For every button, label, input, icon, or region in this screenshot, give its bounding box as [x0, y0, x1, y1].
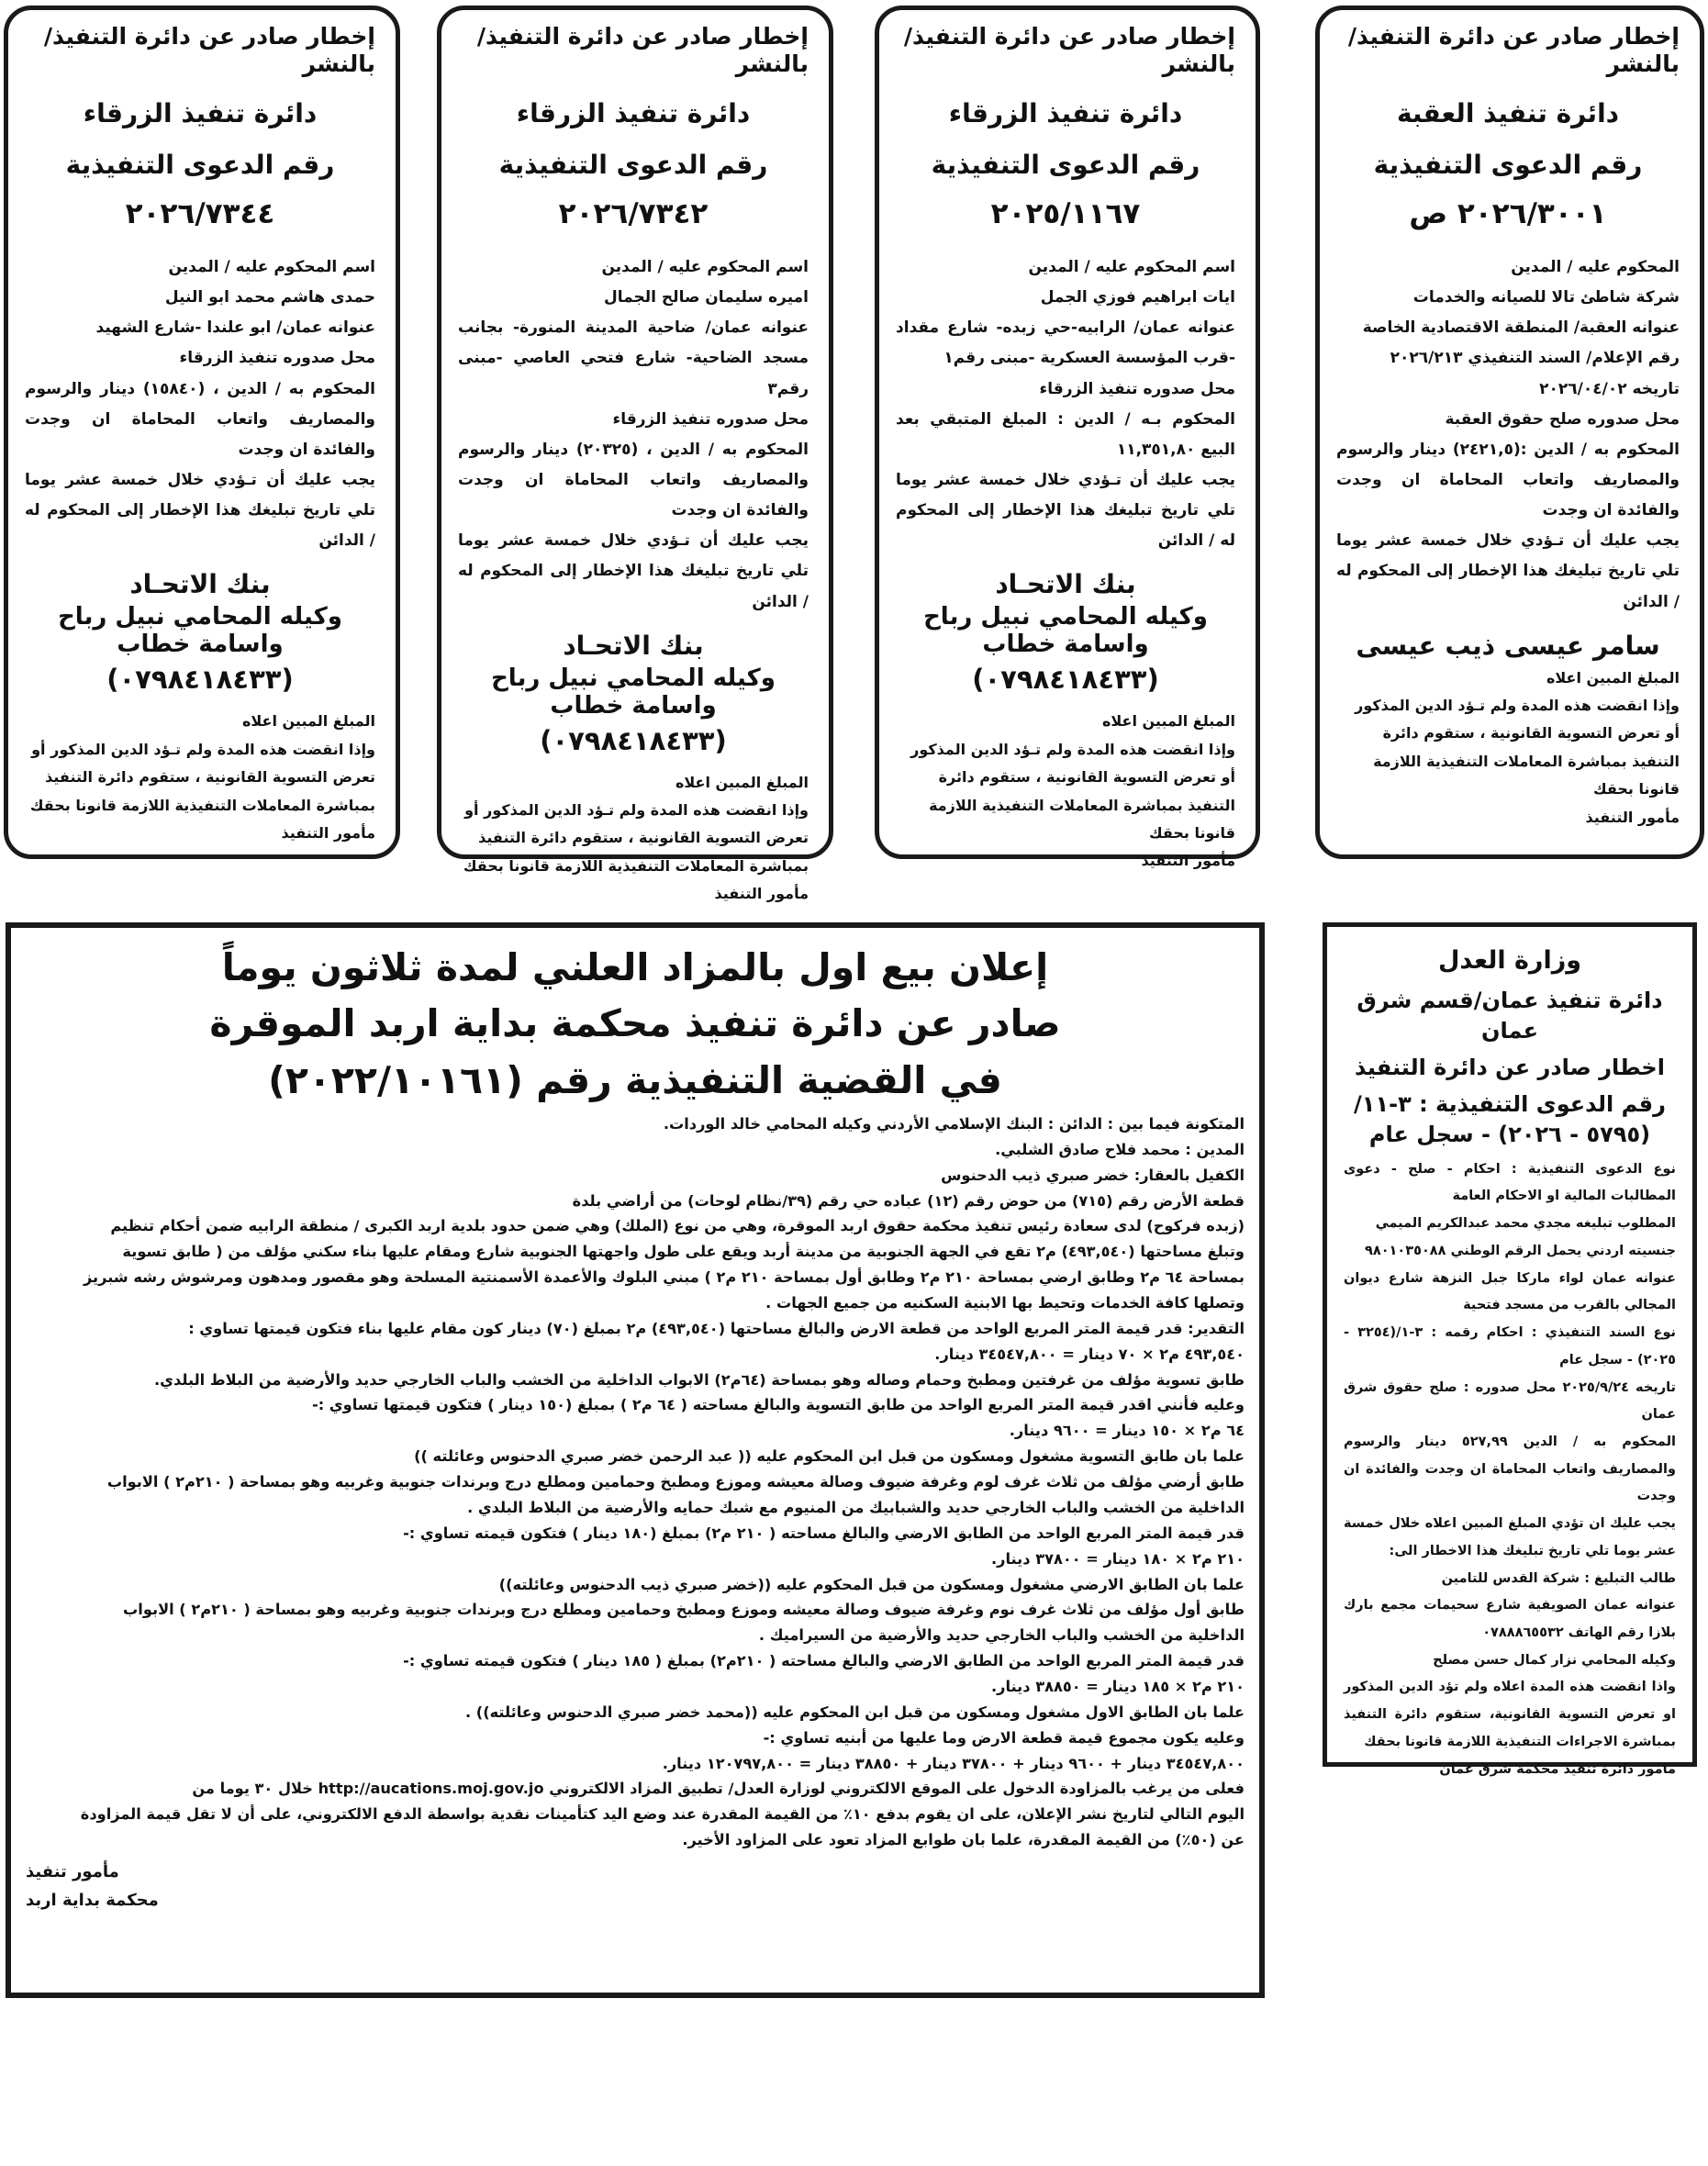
auction-line: المتكونة فيما بين : الدائن : البنك الإسلامي الأردني وكيله المحامي خالد الوردات. — [663, 1115, 1245, 1133]
notice-footer: وإذا انقضت هذه المدة ولم تـؤد الدين المذكور أو تعرض التسوية القانونية ، ستقوم دائرة التنفيذ بمباشرة المعاملات التنفيذية اللازمة قانونا بحقك — [910, 740, 1235, 842]
justice-department: دائرة تنفيذ عمان/قسم شرق عمان — [1356, 987, 1663, 1044]
notice-footer: مأمور التنفيذ — [1141, 852, 1235, 870]
notice-header: إخطار صادر عن دائرة التنفيذ/ بالنشر — [903, 23, 1235, 77]
notice-footer: المبلغ المبين اعلاه — [1546, 668, 1680, 687]
auction-line: وعليه فأنني اقدر قيمة المتر المربع الواحد من طابق التسوية والبالغ مساحته ( ٦٤ م٢ ) بمبلغ (١٥٠ دينار ) فتكون قيمتها تساوي :- — [311, 1396, 1245, 1414]
notice-header: إخطار صادر عن دائرة التنفيذ/ بالنشر — [1347, 23, 1680, 77]
justice-line: وكيله المحامي نزار كمال حسن مصلح — [1433, 1652, 1676, 1668]
auction-line: وتبلغ مساحتها (٤٩٣,٥٤٠) م٢ تقع في الجهة الجنوبية من مدينة أربد ويقع على طول واجهتها الجنوبية شارع ومقام عليها بناء سكني مؤلف من ( طابق تسوية — [122, 1243, 1245, 1261]
justice-notice — [1323, 922, 1697, 1777]
auction-line: التقدير: قدر قيمة المتر المربع الواحد من قطعة الارض والبالغ مساحتها (٤٩٣,٥٤٠) م٢ بمبلغ (٧٠) دينار كون مقام عليها بناء فتكون قيمتها تساوي : — [188, 1319, 1245, 1337]
notice-line: اميره سليمان صالح الجمال — [604, 288, 809, 307]
notice-case-number: ٢٠٢٦/٧٣٤٢ — [558, 197, 709, 230]
notice-case-label: رقم الدعوى التنفيذية — [931, 150, 1200, 180]
notice-phone: (٠٧٩٨٤١٨٤٣٣) — [972, 664, 1159, 696]
justice-line: عنوانه عمان الصويفية شارع سحيمات مجمع بارك بلازا رقم الهاتف ٠٧٨٨٨٦٥٥٣٢ — [1344, 1598, 1676, 1640]
notice-line: عنوانه عمان/ ابو علندا -شارع الشهيد — [95, 318, 375, 338]
notice-aqaba — [1315, 6, 1704, 859]
notice-creditor: سامر عيسى ذيب عيسى — [1356, 630, 1660, 661]
auction-line: الداخلية من الخشب والباب الخارجي حديد والأرضية من السيراميك . — [758, 1626, 1245, 1645]
notice-case-label: رقم الدعوى التنفيذية — [498, 150, 768, 180]
notice-line: المحكوم به / الدين ، (١٥٨٤٠) دينار والرسوم والمصاريف واتعاب المحاماة ان وجدت والفائدة ان وجدت — [25, 379, 375, 459]
auction-line: فعلى من يرغب بالمزاودة الدخول على الموقع الالكتروني لوزارة العدل/ تطبيق المزاد الالكتروني http://aucations.moj.gov.jo خلال ٣٠ يوما من — [192, 1780, 1245, 1798]
notice-case-number: ٢٠٢٥/١١٦٧ — [990, 197, 1141, 230]
auction-line: ٤٩٣,٥٤٠ م٢ × ٧٠ دينار = ٣٤٥٤٧,٨٠٠ دينار. — [934, 1345, 1245, 1363]
notice-line: شركة شاطئ تالا للصيانه والخدمات — [1412, 288, 1680, 307]
auction-heading: صادر عن دائرة تنفيذ محكمة بداية اربد الموقرة — [209, 1001, 1061, 1046]
justice-line: طالب التبليغ : شركة القدس للتامين — [1441, 1570, 1676, 1586]
notice-line: محل صدوره تنفيذ الزرقاء — [612, 409, 809, 429]
auction-line: ٦٤ م٢ × ١٥٠ دينار = ٩٦٠٠ دينار. — [1009, 1422, 1245, 1440]
notice-zarqa-1167 — [875, 6, 1260, 870]
notice-footer: المبلغ المبين اعلاه — [241, 712, 375, 731]
justice-notice-title: اخطار صادر عن دائرة التنفيذ — [1355, 1054, 1665, 1080]
auction-line: علما بان طابق التسوية مشغول ومسكون من قبل ابن المحكوم عليه (( عبد الرحمن خضر صبري الدحنوس وعائلته )) — [414, 1447, 1245, 1466]
notice-department: دائرة تنفيذ العقبة — [1396, 98, 1620, 128]
notice-footer: وإذا انقضت هذه المدة ولم تـؤد الدين المذكور أو تعرض التسوية القانونية ، ستقوم دائرة التنفيذ بمباشرة المعاملات التنفيذية اللازمة قانونا بحقك — [463, 801, 809, 875]
notice-creditor: بنك الاتحـاد — [563, 630, 704, 661]
auction-heading: في القضية التنفيذية رقم (٢٠٢٢/١٠١٦١) — [268, 1057, 1002, 1102]
auction-line: ٢١٠ م٢ × ١٨٥ دينار = ٣٨٨٥٠ دينار. — [991, 1677, 1245, 1695]
notice-lawyer: وكيله المحامي نبيل رباح واسامة خطاب — [58, 603, 342, 659]
justice-line: عنوانه عمان لواء ماركا جبل النزهة شارع ديوان المجالي بالقرب من مسجد فتحية — [1344, 1270, 1676, 1313]
notice-line: رقم الإعلام/ السند التنفيذي ٢٠٢٦/٢١٣ — [1390, 349, 1680, 368]
notice-line: محل صدوره صلح حقوق العقبة — [1445, 409, 1680, 429]
justice-line: واذا انقضت هذه المدة اعلاه ولم تؤد الدين المذكور او تعرض التسوية القانونية، ستقوم دائرة التنفيذ بمباشرة الاجراءات التنفيذية اللازمة قانونا بحقك — [1344, 1680, 1676, 1749]
auction-line: طابق تسوية مؤلف من غرفتين ومطبخ وحمام وصاله وهو بمساحة (٦٤م٢) الابواب الداخلية من الخشب والباب الخارجي حديد والأرضية من البلاط البلدي. — [154, 1370, 1245, 1389]
notice-creditor: بنك الاتحـاد — [995, 569, 1136, 600]
justice-line: جنسيته اردني يحمل الرقم الوطني ٩٨٠١٠٣٥٠٨٨ — [1365, 1243, 1676, 1258]
notice-department: دائرة تنفيذ الزرقاء — [516, 98, 751, 128]
auction-line: قطعة الأرض رقم (٧١٥) من حوض رقم (١٢) عباده حي رقم (٣٩/نظام لوحات) من أراضي بلدة — [572, 1191, 1245, 1210]
notice-phone: (٠٧٩٨٤١٨٤٣٣) — [106, 664, 294, 696]
auction-announcement — [6, 922, 1265, 1998]
auction-line: الكفيل بالعقار: خضر صبري ذيب الدحنوس — [941, 1166, 1245, 1184]
auction-line: ٣٤٥٤٧,٨٠٠ دينار + ٩٦٠٠ دينار + ٣٧٨٠٠ دينار + ٣٨٨٥٠ دينار = ١٢٠٧٩٧,٨٠٠ دينار. — [662, 1754, 1245, 1772]
notice-line: اسم المحكوم عليه / المدين — [168, 258, 375, 276]
notice-line: المحكوم بـه / الدين : المبلغ المتبقي بعد البيع ١١,٣٥١,٨٠ — [896, 409, 1235, 459]
auction-line: قدر قيمة المتر المربع الواحد من الطابق الارضي والبالغ مساحته ( ٢١٠م٢) بمبلغ ( ١٨٥ دينار ) فتكون قيمته تساوي :- — [403, 1652, 1245, 1670]
notice-line: المحكوم به / الدين :(٢٤٢١,٥) دينار والرسوم والمصاريف واتعاب المحاماة ان وجدت والفائدة ان وجدت — [1336, 440, 1680, 520]
notice-footer: مأمور التنفيذ — [1585, 808, 1680, 826]
notice-lawyer: وكيله المحامي نبيل رباح واسامة خطاب — [923, 603, 1208, 659]
notice-lawyer: وكيله المحامي نبيل رباح واسامة خطاب — [491, 664, 776, 720]
justice-case-number: رقم الدعوى التنفيذية : ٣-١١/ (٥٧٩٥ - ٢٠٢٦) - سجل عام — [1354, 1090, 1666, 1148]
notice-line: اسم المحكوم عليه / المدين — [601, 258, 809, 276]
notice-line: المحكوم عليه / المدين — [1511, 258, 1680, 276]
notice-line: ايات ابراهيم فوزي الجمل — [1040, 288, 1235, 307]
notice-line: تاريخه ٢٠٢٦/٠٤/٠٢ — [1539, 379, 1680, 398]
justice-line: تاريخه ٢٠٢٥/٩/٢٤ محل صدوره : صلح حقوق شرق عمان — [1344, 1379, 1676, 1423]
notice-footer: المبلغ المبين اعلاه — [1101, 712, 1235, 731]
auction-line: وتصلها كافة الخدمات وتحيط بها الابنية السكنيه من جميع الجهات . — [765, 1294, 1245, 1312]
auction-line: الداخلية من الخشب والباب الخارجي حديد والشبابيك من المنيوم مع شبك حمايه والأرضية من البلاط البلدي . — [467, 1498, 1245, 1516]
auction-line: علما بان الطابق الارضي مشغول ومسكون من قبل المحكوم عليه ((خضر صبري ذيب الدحنوس وعائلته)) — [498, 1575, 1245, 1593]
notice-footer: مأمور التنفيذ — [281, 823, 375, 842]
notice-line: محل صدوره تنفيذ الزرقاء — [179, 349, 375, 368]
auction-sign-officer: مأمور تنفيذ — [26, 1861, 119, 1881]
notice-line: يجب عليك أن تـؤدي خلال خمسة عشر يوما تلي تاريخ تبليغك هذا الإخطار إلى المحكوم له / الدائن — [25, 470, 375, 551]
auction-line: (زبده فركوح) لدى سعادة رئيس تنفيذ محكمة حقوق اربد الموقرة، وهي من نوع (الملك) وهي ضمن حدود بلدية اربد الكبرى / منطقة الرابيه ضمن أحكام تنظيم — [110, 1217, 1245, 1235]
notice-line: محل صدوره تنفيذ الزرقاء — [1039, 379, 1235, 398]
notice-line: يجب عليك أن تـؤدي خلال خمسة عشر يوما تلي تاريخ تبليغك هذا الإخطار إلى المحكوم له / الدائن — [1336, 531, 1680, 611]
notice-line: حمدى هاشم محمد ابو النيل — [164, 288, 375, 307]
justice-line: المطلوب تبليغه مجدي محمد عبدالكريم الميمي — [1375, 1216, 1676, 1232]
notice-footer: مأمور التنفيذ — [714, 885, 809, 903]
auction-line: عن (٥٠٪) من القيمة المقدرة، علما بان طوابع المزاد تعود على المزاود الأخير. — [682, 1831, 1245, 1849]
justice-line: نوع السند التنفيذي : احكام رقمه : ٣-١/(٣٢٥٤ - ٢٠٢٥) - سجل عام — [1344, 1325, 1676, 1368]
notice-footer: وإذا انقضت هذه المدة ولم تـؤد الدين المذكور أو تعرض التسوية القانونية ، ستقوم دائرة التنفيذ بمباشرة المعاملات التنفيذية اللازمة قانونا بحقك — [29, 740, 375, 814]
auction-line: اليوم التالي لتاريخ نشر الإعلان، على ان يقوم بدفع ١٠٪ من القيمة المقدرة عند وضع اليد كتأمينات نقدية بواسطة الدفع الالكتروني، على أن لا تقل قيمة المزاودة — [80, 1805, 1245, 1824]
notice-line: اسم المحكوم عليه / المدين — [1028, 258, 1235, 276]
auction-line: بمساحة ٦٤ م٢ وطابق ارضي بمساحة ٢١٠ م٢ وطابق أول بمساحة ٢١٠ م٢ ) مبني البلوك والأعمدة الأسمنتية المسلحة وهو مقصور ومدهون ومرشوش رشه شبريز — [83, 1268, 1245, 1287]
notice-line: عنوانه عمان/ الرابيه-حي زبده- شارع مقداد -قرب المؤسسة العسكرية -مبنى رقم١ — [896, 318, 1235, 368]
auction-line: طابق أرضي مؤلف من ثلاث غرف لوم وغرفة ضيوف وصالة معيشه وموزع ومطبخ وحمامين ومطلع درج وبرندات جنوبية وغربيه وهو بمساحة ( ٢١٠م٢ ) الابواب — [106, 1473, 1245, 1491]
notice-creditor: بنك الاتحـاد — [129, 569, 271, 600]
notice-department: دائرة تنفيذ الزرقاء — [83, 98, 318, 128]
justice-line: نوع الدعوى التنفيذية : احكام - صلح - دعوى المطالبات المالية او الاحكام العامة — [1344, 1161, 1676, 1204]
notice-footer: المبلغ المبين اعلاه — [675, 773, 809, 791]
notice-case-number: ٢٠٢٦/٧٣٤٤ — [125, 197, 275, 230]
justice-ministry: وزارة العدل — [1437, 946, 1582, 975]
notice-header: إخطار صادر عن دائرة التنفيذ/ بالنشر — [43, 23, 375, 77]
notice-footer: وإذا انقضت هذه المدة ولم تـؤد الدين المذكور أو تعرض التسوية القانونية ، ستقوم دائرة التنفيذ بمباشرة المعاملات التنفيذية اللازمة قانونا بحقك — [1355, 697, 1680, 798]
notice-department: دائرة تنفيذ الزرقاء — [948, 98, 1183, 128]
notice-header: إخطار صادر عن دائرة التنفيذ/ بالنشر — [476, 23, 809, 77]
auction-line: ٢١٠ م٢ × ١٨٠ دينار = ٣٧٨٠٠ دينار. — [991, 1549, 1245, 1568]
notice-phone: (٠٧٩٨٤١٨٤٣٣) — [540, 724, 727, 756]
notice-zarqa-7344 — [4, 6, 400, 859]
notice-case-number: ٢٠٢٦/٣٠٠١ ص — [1409, 197, 1607, 230]
notice-line: عنوانه العقبة/ المنطقة الاقتصادية الخاصة — [1362, 318, 1680, 338]
notice-line: المحكوم به / الدين ، (٢٠٣٢٥) دينار والرسوم والمصاريف واتعاب المحاماة ان وجدت والفائدة ان وجدت — [458, 440, 809, 520]
auction-line: طابق أول مؤلف من ثلاث غرف نوم وغرفة ضيوف وصالة معيشه وموزع ومطبخ وحمامين ومطلع درج وبرندات جنوبية وغربيه وهو بمساحة ( ٢١٠م٢ ) الابواب — [123, 1601, 1245, 1619]
auction-sign-court: محكمة بداية اربد — [26, 1890, 159, 1910]
justice-line: المحكوم به / الدين ٥٢٧,٩٩ دينار والرسوم والمصاريف واتعاب المحاماة ان وجدت والفائدة ان وجدت — [1344, 1434, 1676, 1504]
auction-heading: إعلان بيع اول بالمزاد العلني لمدة ثلاثون يوماً — [221, 945, 1049, 989]
auction-line: وعليه يكون مجموع قيمة قطعة الارض وما عليها من أبنيه تساوي :- — [763, 1728, 1245, 1747]
justice-line: يجب عليك ان تؤدي المبلغ المبين اعلاه خلال خمسة عشر يوما تلي تاريخ تبليغك هذا الاخطار الى: — [1344, 1516, 1676, 1558]
auction-line: المدين : محمد فلاح صادق الشلبي. — [995, 1140, 1245, 1158]
auction-line: قدر قيمة المتر المربع الواحد من الطابق الارضي والبالغ مساحته ( ٢١٠ م٢) بمبلغ (١٨٠ دينار ) فتكون قيمته تساوي :- — [403, 1524, 1245, 1542]
justice-line: مامور دائرة تنفيذ محكمة شرق عمان — [1439, 1761, 1676, 1777]
notice-case-label: رقم الدعوى التنفيذية — [1373, 150, 1643, 180]
notice-case-label: رقم الدعوى التنفيذية — [65, 150, 335, 180]
notice-line: يجب عليك أن تـؤدي خلال خمسة عشر يوما تلي تاريخ تبليغك هذا الإخطار إلى المحكوم له / الدائن — [896, 470, 1235, 551]
notice-line: عنوانه عمان/ ضاحية المدينة المنورة- بجانب مسجد الضاحية- شارع فتحي العاصي -مبنى رقم٣ — [458, 318, 809, 398]
notice-line: يجب عليك أن تـؤدي خلال خمسة عشر يوما تلي تاريخ تبليغك هذا الإخطار إلى المحكوم له / الدائن — [458, 531, 809, 611]
notice-zarqa-7342 — [437, 6, 833, 903]
auction-line: علما بان الطابق الاول مشغول ومسكون من قبل ابن المحكوم عليه ((محمد خضر صبري الدحنوس وعائلته)) . — [465, 1703, 1245, 1721]
